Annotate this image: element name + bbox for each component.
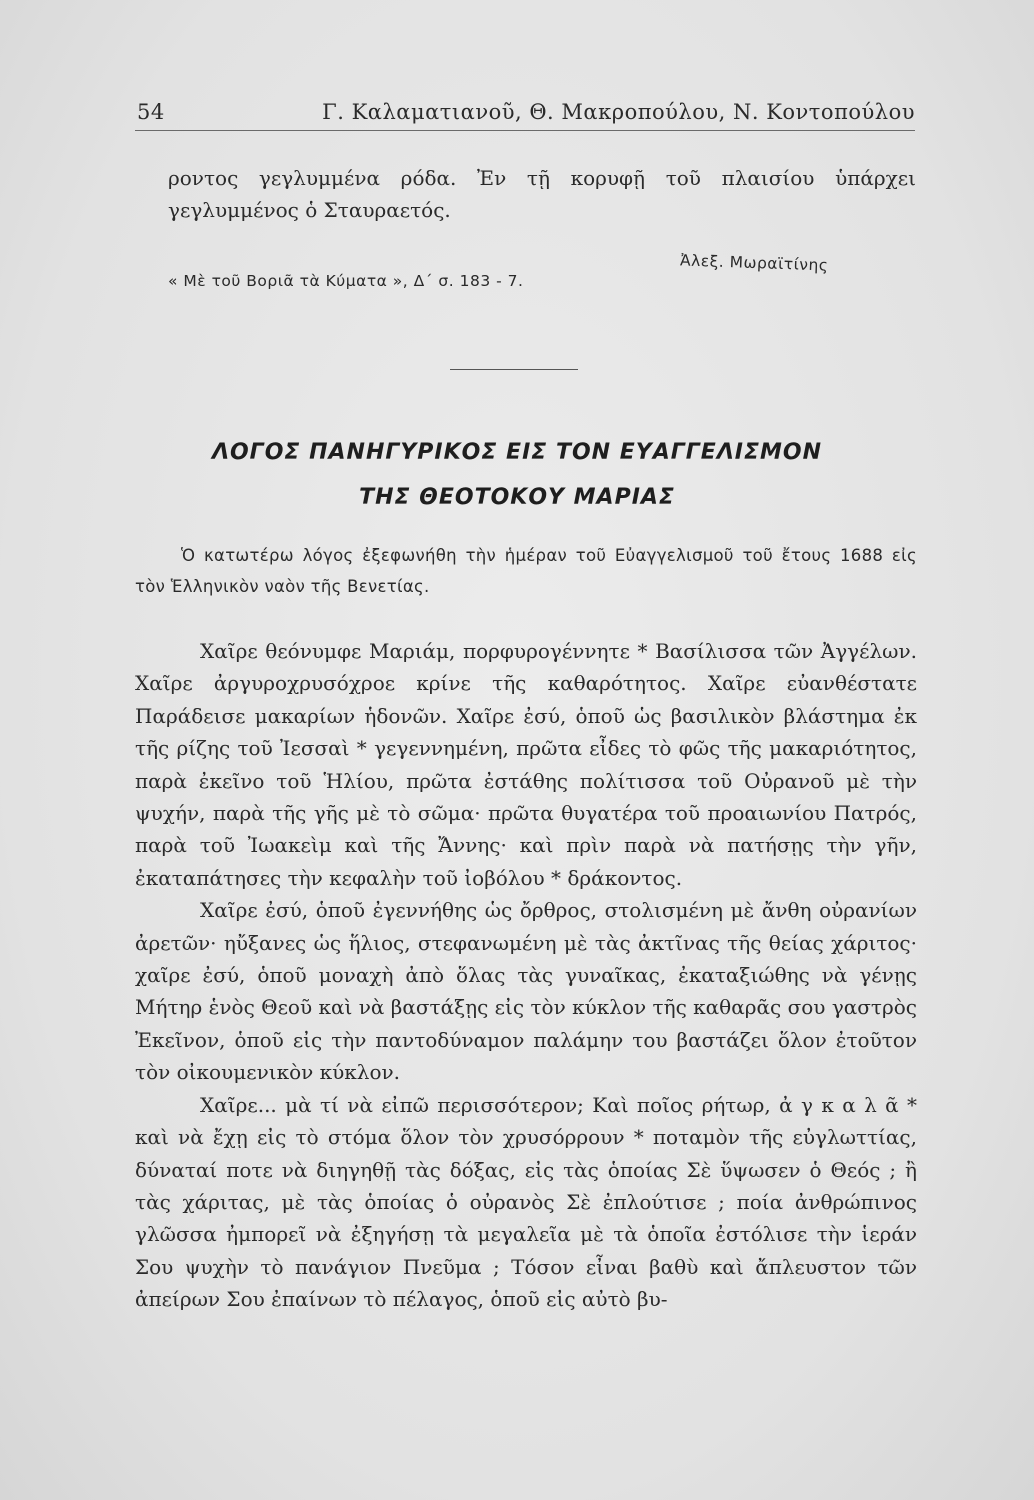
body-paragraph: Χαῖρε... μὰ τί νὰ εἰπῶ περισσότερον; Καὶ ποῖος ρήτωρ, ἀ γ κ α λ ᾶ * καὶ νὰ ἔχῃ εἰς τὸ στόμα ὅλον τὸν χρυσόρρουν * ποταμὸν τῆς εὐγλωττίας, δύναταί ποτε νὰ διηγηθῇ τὰς δόξας, εἰς τὰς ὁποίας Σὲ ὕψωσεν ὁ Θεός ; ἢ τὰς χάριτας, μὲ τὰς ὁποίας ὁ οὐρανὸς Σὲ ἐπλούτισε ; ποία ἀνθρώπινος γλῶσσα ἠμπορεῖ νὰ ἐξηγήσῃ τὰ μεγαλεῖα μὲ τὰ ὁποῖα ἐστόλισε τὴν ἱεράν Σου ψυχὴν τὸ πανάγιον Πνεῦμα ; Τόσον εἶναι βαθὺ καὶ ἄπλευστον τῶν ἀπείρων Σου ἐπαίνων τὸ πέλαγος, ὁποῦ εἰς αὐτὸ βυ- (135, 1092, 917, 1312)
article-body (135, 635, 917, 1316)
running-header (135, 96, 915, 131)
article-title-line2: ΤΗΣ ΘΕΟΤΟΚΟΥ ΜΑΡΙΑΣ (359, 485, 675, 510)
author-signature: Ἀλεξ. Μωραϊτίνης (679, 251, 829, 275)
page-number: 54 (137, 100, 165, 124)
article-title-line1: ΛΟΓΟΣ ΠΑΝΗΓΥΡΙΚΟΣ ΕΙΣ ΤΟΝ ΕΥΑΓΓΕΛΙΣΜΟΝ (211, 440, 823, 465)
body-paragraph: Χαῖρε ἐσύ, ὁποῦ ἐγεννήθης ὡς ὄρθρος, στολισμένη μὲ ἄνθη οὐρανίων ἀρετῶν· ηὔξανες ὡς ἥλιος, στεφανωμένη μὲ τὰς ἀκτῖνας τῆς θείας χάριτος· χαῖρε ἐσύ, ὁποῦ μοναχὴ ἀπὸ ὅλας τὰς γυναῖκας, ἐκαταξιώθης νὰ γένῃς Μήτηρ ἑνὸς Θεοῦ καὶ νὰ βαστάξῃς εἰς τὸν κύκλον τῆς καθαρᾶς σου γαστρὸς Ἐκεῖνον, ὁποῦ εἰς τὴν παντοδύναμον παλάμην του βαστάζει ὅλον ἐτοῦτον τὸν οἰκουμενικὸν κύκλον. (135, 898, 917, 1085)
source-citation: « Μὲ τοῦ Βοριᾶ τὰ Κύματα », Δ΄ σ. 183 - 7. (168, 272, 524, 290)
article-intro: Ὁ κατωτέρω λόγος ἐξεφωνήθη τὴν ἡμέραν τοῦ Εὐαγγελισμοῦ τοῦ ἔτους 1688 εἰς τὸν Ἑλληνικὸν ναὸν τῆς Βενετίας. (135, 546, 917, 596)
body-paragraph: Χαῖρε θεόνυμφε Μαριάμ, πορφυρογέννητε * Βασίλισσα τῶν Ἀγγέλων. Χαῖρε ἀργυροχρυσόχροε κρίνε τῆς καθαρότητος. Χαῖρε εὐανθέστατε Παράδεισε μακαρίων ἡδονῶν. Χαῖρε ἐσύ, ὁποῦ ὡς βασιλικὸν βλάστημα ἐκ τῆς ρίζης τοῦ Ἰεσσαὶ * γεγεννημένη, πρῶτα εἶδες τὸ φῶς τῆς μακαριότητος, παρὰ ἐκεῖνο τοῦ Ἡλίου, πρῶτα ἐστάθης πολίτισσα τοῦ Οὐρανοῦ μὲ τὴν ψυχήν, παρὰ τῆς γῆς μὲ τὸ σῶμα· πρῶτα θυγατέρα τοῦ προαιωνίου Πατρός, παρὰ τοῦ Ἰωακεὶμ καὶ τῆς Ἄννης· καὶ πρὶν παρὰ νὰ πατήσῃς τὴν γῆν, ἐκαταπάτησες τὴν κεφαλὴν τοῦ ἰοβόλου * δράκοντος. (135, 639, 917, 890)
section-divider (450, 369, 578, 370)
continued-paragraph: ροντος γεγλυμμένα ρόδα. Ἐν τῇ κορυφῇ τοῦ πλαισίου ὑπάρχει γεγλυμμένος ὁ Σταυραετός. (168, 166, 916, 222)
header-authors: Γ. Καλαματιανοῦ, Θ. Μακροπούλου, Ν. Κοντοπούλου (322, 100, 915, 124)
